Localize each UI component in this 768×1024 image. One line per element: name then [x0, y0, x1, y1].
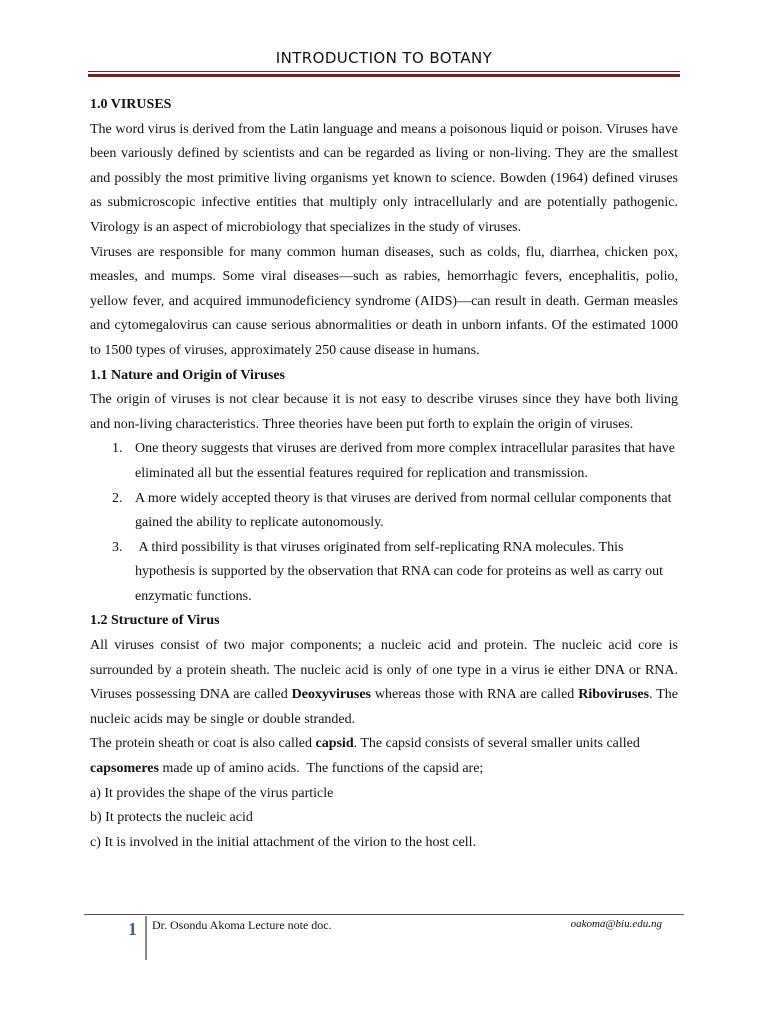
- list-item-number: 3.: [112, 539, 123, 555]
- term-deoxyviruses: Deoxyviruses: [291, 687, 371, 703]
- footer-rule: [84, 914, 684, 915]
- text-run: All viruses consist of two major components; a nucleic acid and protein. The nucleic acid core is surrounded by a protein sheath. The nucleic acid is only of one type in a virus ie either DNA or RNA. Viruses possessing DNA are called: [90, 638, 678, 703]
- list-item-number: 2.: [112, 490, 123, 506]
- page-number: 1: [128, 919, 137, 939]
- term-riboviruses: Riboviruses: [578, 687, 650, 703]
- capsid-function-item: b) It protects the nucleic acid: [90, 810, 253, 826]
- list-item-text: A more widely accepted theory is that viruses are derived from normal cellular components that gained the ability to replicate autonomously.: [135, 490, 672, 531]
- paragraph-virus-definition: The word virus is derived from the Latin language and means a poisonous liquid or poison. Viruses have been variously defined by scientists and can be regarded as living or non-living. They are the smallest and possibly the most primitive living organisms yet known to science. Bowden (1964) defined viruses as submicroscopic infective entities that multiply only intracellularly and are potentially pathogenic. Virology is an aspect of microbiology that specializes in the study of viruses.: [90, 121, 678, 235]
- list-item: [90, 437, 678, 486]
- section-heading-nature-origin: 1.1 Nature and Origin of Viruses: [90, 367, 285, 383]
- footer-divider: [145, 916, 147, 960]
- footer-author: Dr. Osondu Akoma Lecture note doc.: [152, 918, 332, 932]
- header-rule-thin: [88, 71, 680, 72]
- list-item-text: One theory suggests that viruses are derived from more complex intracellular parasites that have eliminated all but the essential features required for replication and transmission.: [135, 441, 675, 481]
- section-heading-structure: 1.2 Structure of Virus: [90, 613, 220, 629]
- list-item: [90, 536, 678, 610]
- origin-theories-list: [90, 437, 678, 609]
- paragraph-origin-intro: The origin of viruses is not clear because it is not easy to describe viruses since they have both living and non-living characteristics. Three theories have been put forth to explain the origin of viruses.: [90, 392, 678, 432]
- term-capsid: capsid: [315, 736, 354, 752]
- capsid-function-item: a) It provides the shape of the virus particle: [90, 785, 334, 801]
- text-run: whereas those with RNA are called: [370, 687, 579, 703]
- list-item-text: A third possibility is that viruses originated from self-replicating RNA molecules. This hypothesis is supported by the observation that RNA can code for proteins as well as carry out enzymatic functions.: [135, 539, 667, 604]
- document-body: [90, 93, 678, 855]
- section-heading-viruses: 1.0 VIRUSES: [90, 97, 172, 112]
- text-run: The protein sheath or coat is also called: [90, 736, 316, 752]
- text-run: . The capsid consists of several smaller units called: [353, 736, 640, 752]
- paragraph-capsid: [90, 732, 678, 781]
- text-run: made up of amino acids. The functions of the capsid are;: [158, 761, 484, 777]
- paragraph-viral-diseases: Viruses are responsible for many common human diseases, such as colds, flu, diarrhea, chicken pox, measles, and mumps. Some viral diseases—such as rabies, hemorrhagic fevers, encephalitis, polio, yellow fever, and acquired immunodeficiency syndrome (AIDS)—can result in death. German measles and cytomegalovirus can cause serious abnormalities or death in unborn infants. Of the estimated 1000 to 1500 types of viruses, approximately 250 cause disease in humans.: [90, 244, 678, 358]
- header-rule-thick: [88, 74, 680, 77]
- text-run: . The nucleic acids may be single or double stranded.: [90, 687, 678, 727]
- footer-email: oakoma@biu.edu.ng: [570, 918, 662, 930]
- list-item-number: 1.: [112, 441, 123, 457]
- list-item: [90, 487, 678, 536]
- document-title: INTRODUCTION TO BOTANY: [275, 49, 493, 67]
- capsid-function-item: c) It is involved in the initial attachment of the virion to the host cell.: [90, 834, 477, 850]
- paragraph-virus-components: [90, 634, 678, 732]
- term-capsomeres: capsomeres: [90, 761, 159, 777]
